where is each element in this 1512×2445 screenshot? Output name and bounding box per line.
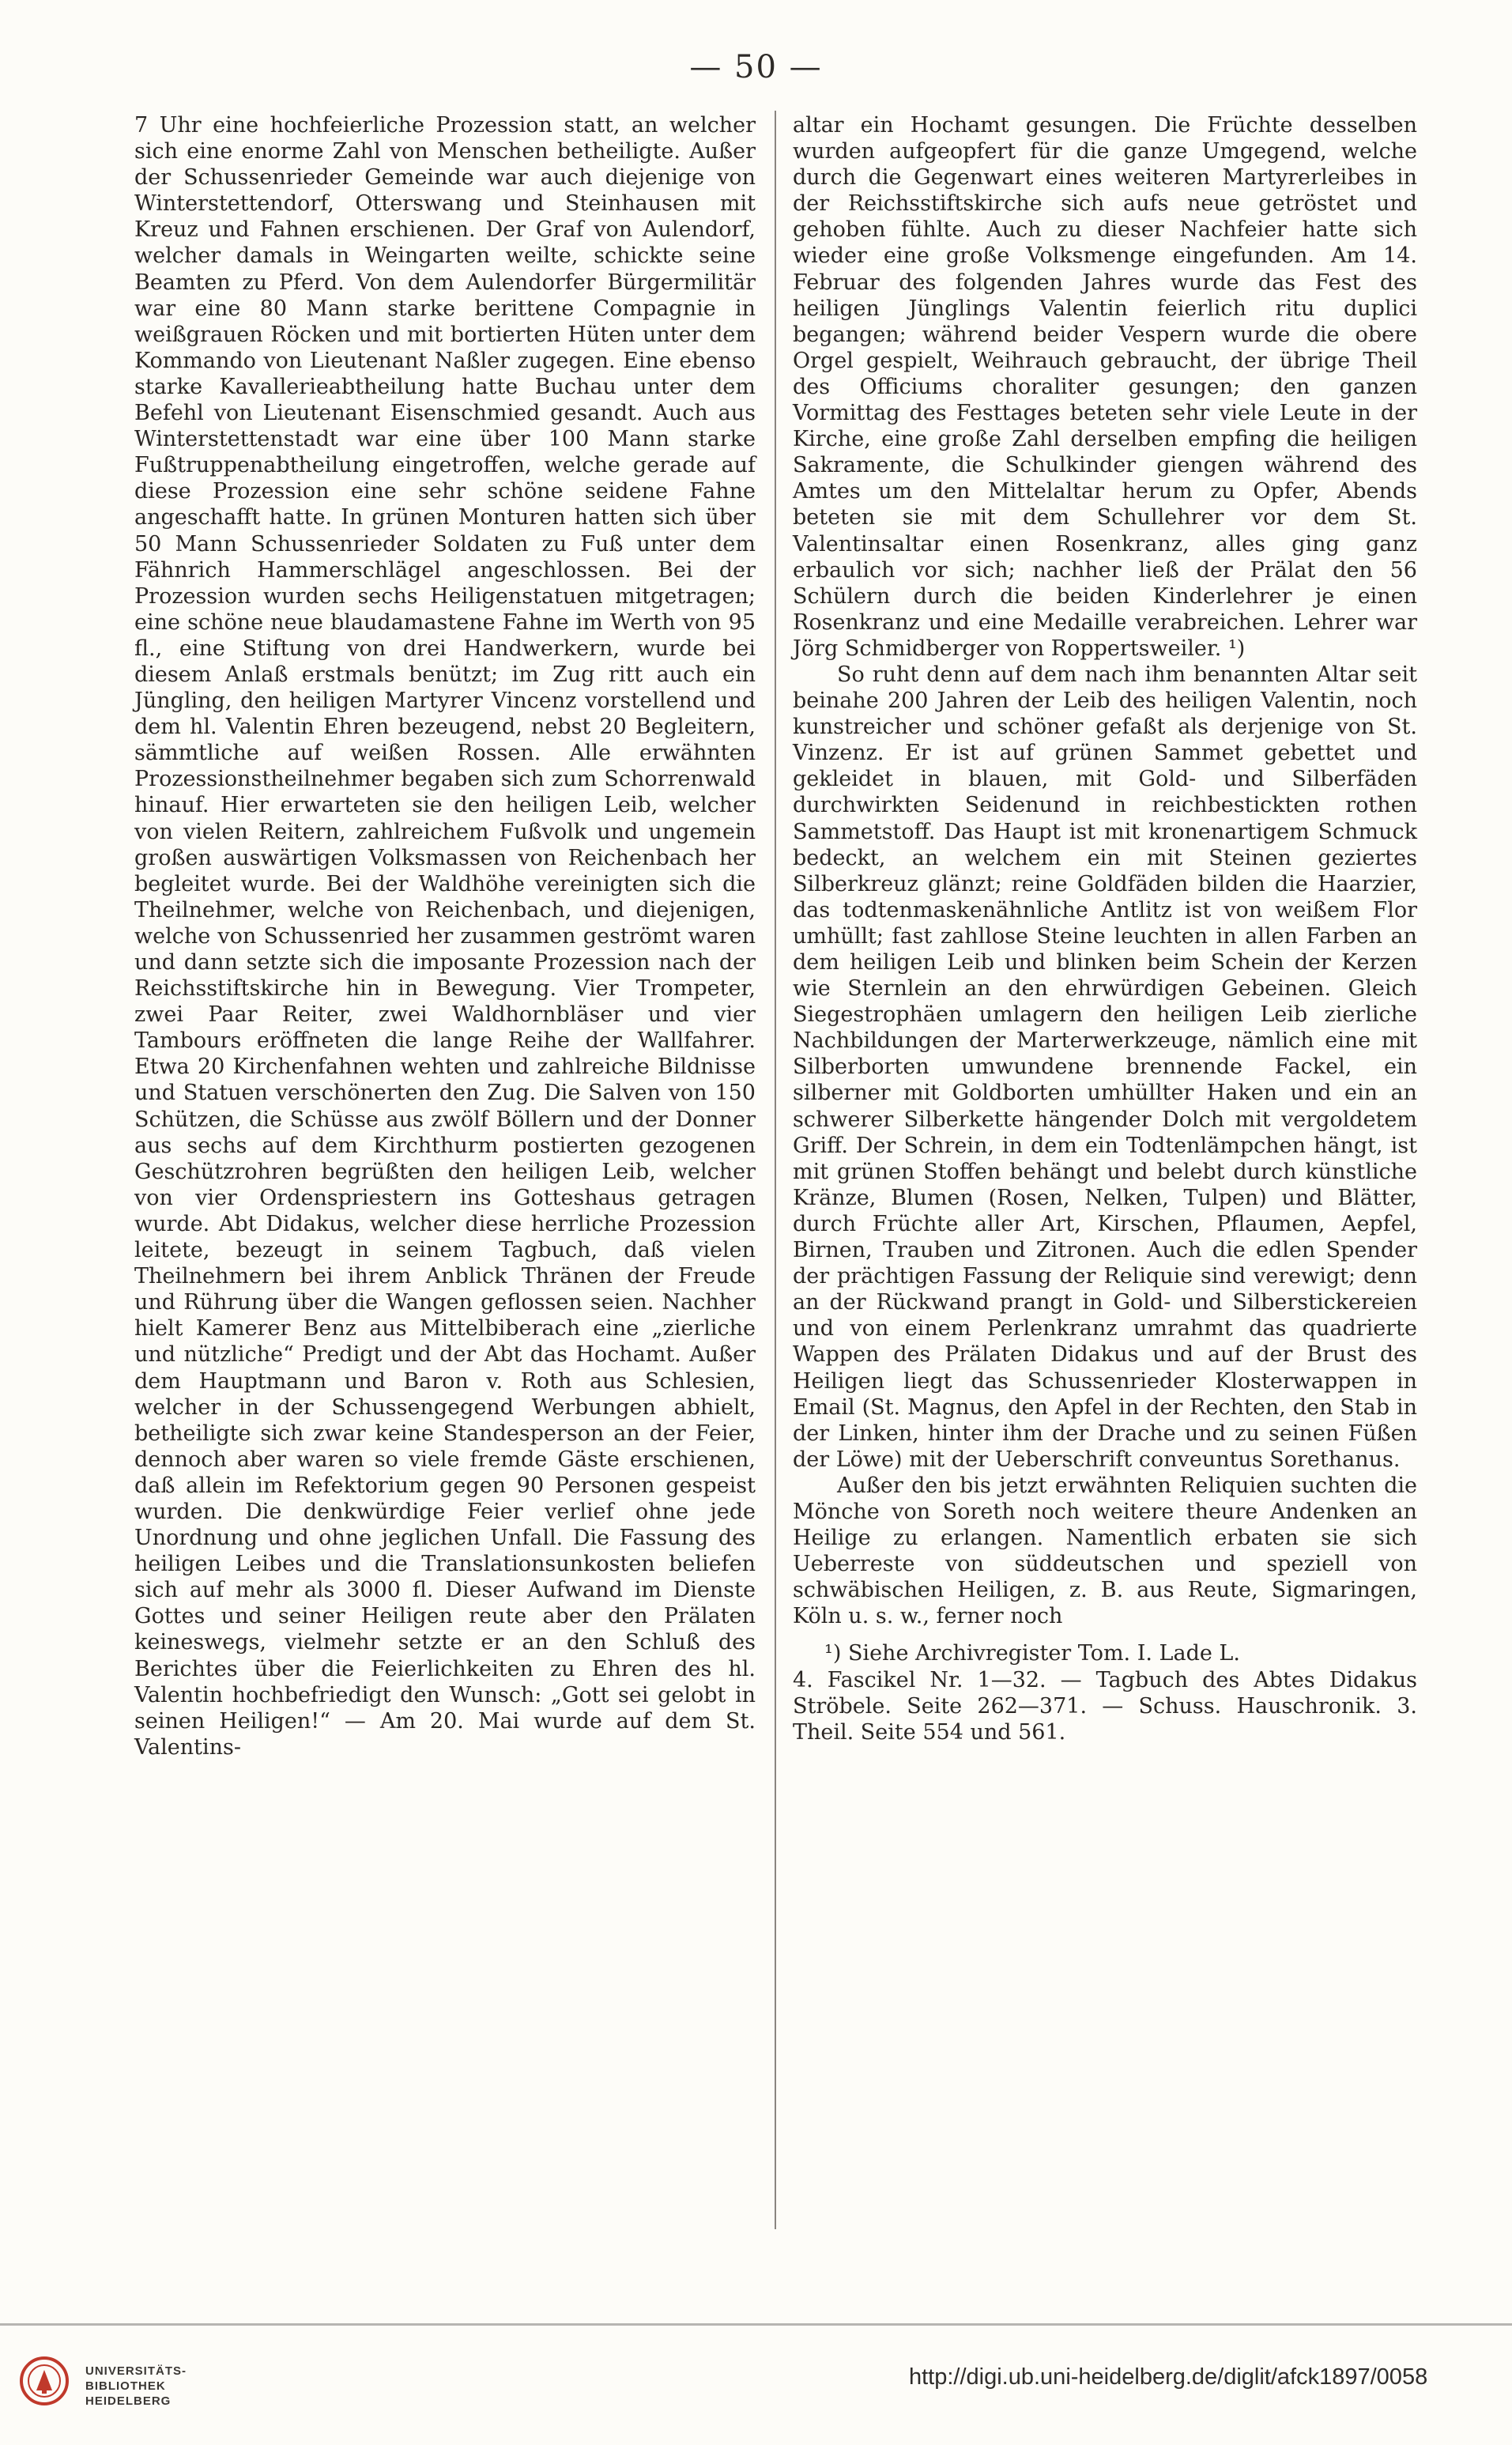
right-paragraph-3: Außer den bis jetzt erwähnten Reliquien suchten die Mönche von Soreth noch weitere theure Andenken an Heilige zu erlangen. Namentlich erbaten sie sich Ueberreste von süddeutschen und speziell von schwäbischen Heiligen, z. B. aus Reute, Sigmaringen, Köln u. s. w., ferner noch bbox=[793, 1473, 1417, 1629]
library-name bbox=[85, 2364, 187, 2409]
right-paragraph-1: altar ein Hochamt gesungen. Die Früchte desselben wurden aufgeopfert für die ganze Umgegend, welche durch die Gegenwart eines weiteren Martyrerleibes in der Reichsstiftskirche sich aufs neue getröstet und gehoben fühlte. Auch zu dieser Nachfeier hatte sich wieder eine große Volksmenge eingefunden. Am 14. Februar des folgenden Jahres wurde das Fest des heiligen Jünglings Valentin feierlich ritu duplici begangen; während beider Vespern wurde die obere Orgel gespielt, Weihrauch gebraucht, der übrige Theil des Officiums choraliter gesungen; den ganzen Vormittag des Festtages beteten sehr viele Leute in der Kirche, eine große Zahl derselben empfing die heiligen Sakramente, die Schulkinder giengen während des Amtes um den Mittelaltar herum zu Opfer, Abends beteten sie mit dem Schullehrer vor dem St. Valentinsaltar einen Rosenkranz, alles ging ganz erbaulich vor sich; nachher ließ der Prälat den 56 Schülern durch die beiden Kinderlehrer je einen Rosenkranz und eine Medaille verabreichen. Lehrer war Jörg Schmidberger von Roppertsweiler. ¹) bbox=[793, 113, 1417, 661]
right-column bbox=[793, 112, 1417, 1745]
heidelberg-university-seal-icon bbox=[19, 2354, 70, 2408]
page-number: — 50 — bbox=[689, 49, 823, 85]
permalink-url[interactable]: http://digi.ub.uni-heidelberg.de/diglit/afck1897/0058 bbox=[909, 2364, 1428, 2390]
library-name-line-3: HEIDELBERG bbox=[85, 2394, 172, 2408]
footnote-line-1: ¹) Siehe Archivregister Tom. I. Lade L. bbox=[824, 1641, 1240, 1666]
footnote-line-2: 4. Fascikel Nr. 1—32. — Tagbuch des Abtes Didakus Ströbele. Seite 262—371. — Schuss. Hauschronik. 3. Theil. Seite 554 und 561. bbox=[793, 1667, 1417, 1745]
library-name-line-2: BIBLIOTHEK bbox=[85, 2379, 166, 2393]
footer-divider bbox=[0, 2323, 1512, 2326]
column-divider bbox=[775, 111, 776, 2229]
right-paragraph-2: So ruht denn auf dem nach ihm benannten Altar seit beinahe 200 Jahren der Leib des heiligen Valentin, noch kunstreicher und schöner gefaßt als derjenige von St. Vinzenz. Er ist auf grünen Sammet gebettet und gekleidet in blauen, mit Gold- und Silberfäden durchwirkten Seidenund in reichbestickten rothen Sammetstoff. Das Haupt ist mit kronenartigem Schmuck bedeckt, an welchem ein mit Steinen geziertes Silberkreuz glänzt; reine Goldfäden bilden die Haarzier, das todtenmaskenähnliche Antlitz ist von weißem Flor umhüllt; fast zahllose Steine leuchten in allen Farben an dem heiligen Leib und blinken beim Schein der Kerzen wie Sternlein an den ehrwürdigen Gebeinen. Gleich Siegestrophäen umlagern den heiligen Leib zierliche Nachbildungen der Marterwerkzeuge, nämlich eine mit Silberborten umwundene brennende Fackel, ein silberner mit Goldborten umhüllter Haken und ein an schwerer Silberkette hängender Dolch mit vergoldetem Griff. Der Schrein, in dem ein Todtenlämpchen hängt, ist mit grünen Stoffen behängt und belebt durch künstliche Kränze, Blumen (Rosen, Nelken, Tulpen) und Blätter, durch Früchte aller Art, Kirschen, Pflaumen, Aepfel, Birnen, Trauben und Zitronen. Auch die edlen Spender der prächtigen Fassung der Reliquie sind verewigt; denn an der Rückwand prangt in Gold- und Silberstickereien und von einem Perlenkranz umrahmt das quadrierte Wappen des Prälaten Didakus und auf der Brust des Heiligen liegt das Schussenrieder Klosterwappen in Email (St. Magnus, den Apfel in der Rechten, den Stab in der Linken, hinter ihm der Drache und zu seinen Füßen der Löwe) mit der Ueberschrift conveuntus Sorethanus. bbox=[793, 662, 1417, 1472]
left-column bbox=[134, 112, 756, 1760]
left-paragraph-1: 7 Uhr eine hochfeierliche Prozession statt, an welcher sich eine enorme Zahl von Menschen betheiligte. Außer der Schussenrieder Gemeinde war auch diejenige von Winterstettendorf, Otterswang und Steinhausen mit Kreuz und Fahnen erschienen. Der Graf von Aulendorf, welcher damals in Weingarten weilte, schickte seine Beamten zu Pferd. Von dem Aulendorfer Bürgermilitär war eine 80 Mann starke berittene Compagnie in weißgrauen Röcken und mit bortierten Hüten unter dem Kommando von Lieutenant Naßler zugegen. Eine ebenso starke Kavallerieabtheilung hatte Buchau unter dem Befehl von Lieutenant Eisenschmied gesandt. Auch aus Winterstettenstadt war eine über 100 Mann starke Fußtruppenabtheilung eingetroffen, welche gerade auf diese Prozession eine sehr schöne seidene Fahne angeschafft hatte. In grünen Monturen hatten sich über 50 Mann Schussenrieder Soldaten zu Fuß unter dem Fähnrich Hammerschlägel angeschlossen. Bei der Prozession wurden sechs Heiligenstatuen mitgetragen; eine schöne neue blaudamastene Fahne im Werth von 95 fl., eine Stiftung von drei Handwerkern, wurde bei diesem Anlaß erstmals benützt; im Zug ritt auch ein Jüngling, den heiligen Martyrer Vincenz vorstellend und dem hl. Valentin Ehren bezeugend, nebst 20 Begleitern, sämmtliche auf weißen Rossen. Alle erwähnten Prozessionstheilnehmer begaben sich zum Schorrenwald hinauf. Hier erwarteten sie den heiligen Leib, welcher von vielen Reitern, zahlreichem Fußvolk und ungemein großen auswärtigen Volksmassen von Reichenbach her begleitet wurde. Bei der Waldhöhe vereinigten sich die Theilnehmer, welche von Reichenbach, und diejenigen, welche von Schussenried her zusammen geströmt waren und dann setzte sich die imposante Prozession nach der Reichsstiftskirche hin in Bewegung. Vier Trompeter, zwei Paar Reiter, zwei Waldhornbläser und vier Tambours eröffneten die lange Reihe der Wallfahrer. Etwa 20 Kirchenfahnen wehten und zahlreiche Bildnisse und Statuen verschönerten den Zug. Die Salven von 150 Schützen, die Schüsse aus zwölf Böllern und der Donner aus sechs auf dem Kirchthurm postierten gezogenen Geschützrohren begrüßten den heiligen Leib, welcher von vier Ordenspriestern ins Gotteshaus getragen wurde. Abt Didakus, welcher diese herrliche Prozession leitete, bezeugt in seinem Tagbuch, daß vielen Theilnehmern bei ihrem Anblick Thränen der Freude und Rührung über die Wangen geflossen seien. Nachher hielt Kamerer Benz aus Mittelbiberach eine „zierliche und nützliche“ Predigt und der Abt das Hochamt. Außer dem Hauptmann und Baron v. Roth aus Schlesien, welcher in der Schussengegend Werbungen abhielt, betheiligte sich zwar keine Standesperson an der Feier, dennoch aber waren so viele fremde Gäste erschienen, daß allein im Refektorium gegen 90 Personen gespeist wurden. Die denkwürdige Feier verlief ohne jede Unordnung und ohne jeglichen Unfall. Die Fassung des heiligen Leibes und die Translationsunkosten beliefen sich auf mehr als 3000 fl. Dieser Aufwand im Dienste Gottes und seiner Heiligen reute aber den Prälaten keineswegs, vielmehr setzte er an den Schluß des Berichtes über die Feierlichkeiten zu Ehren des hl. Valentin hochbefriedigt den Wunsch: „Gott sei gelobt in seinen Heiligen!“ — Am 20. Mai wurde auf dem St. Valentins- bbox=[134, 113, 756, 1760]
footnote bbox=[793, 1640, 1417, 1745]
library-name-line-1: UNIVERSITÄTS- bbox=[85, 2364, 187, 2378]
